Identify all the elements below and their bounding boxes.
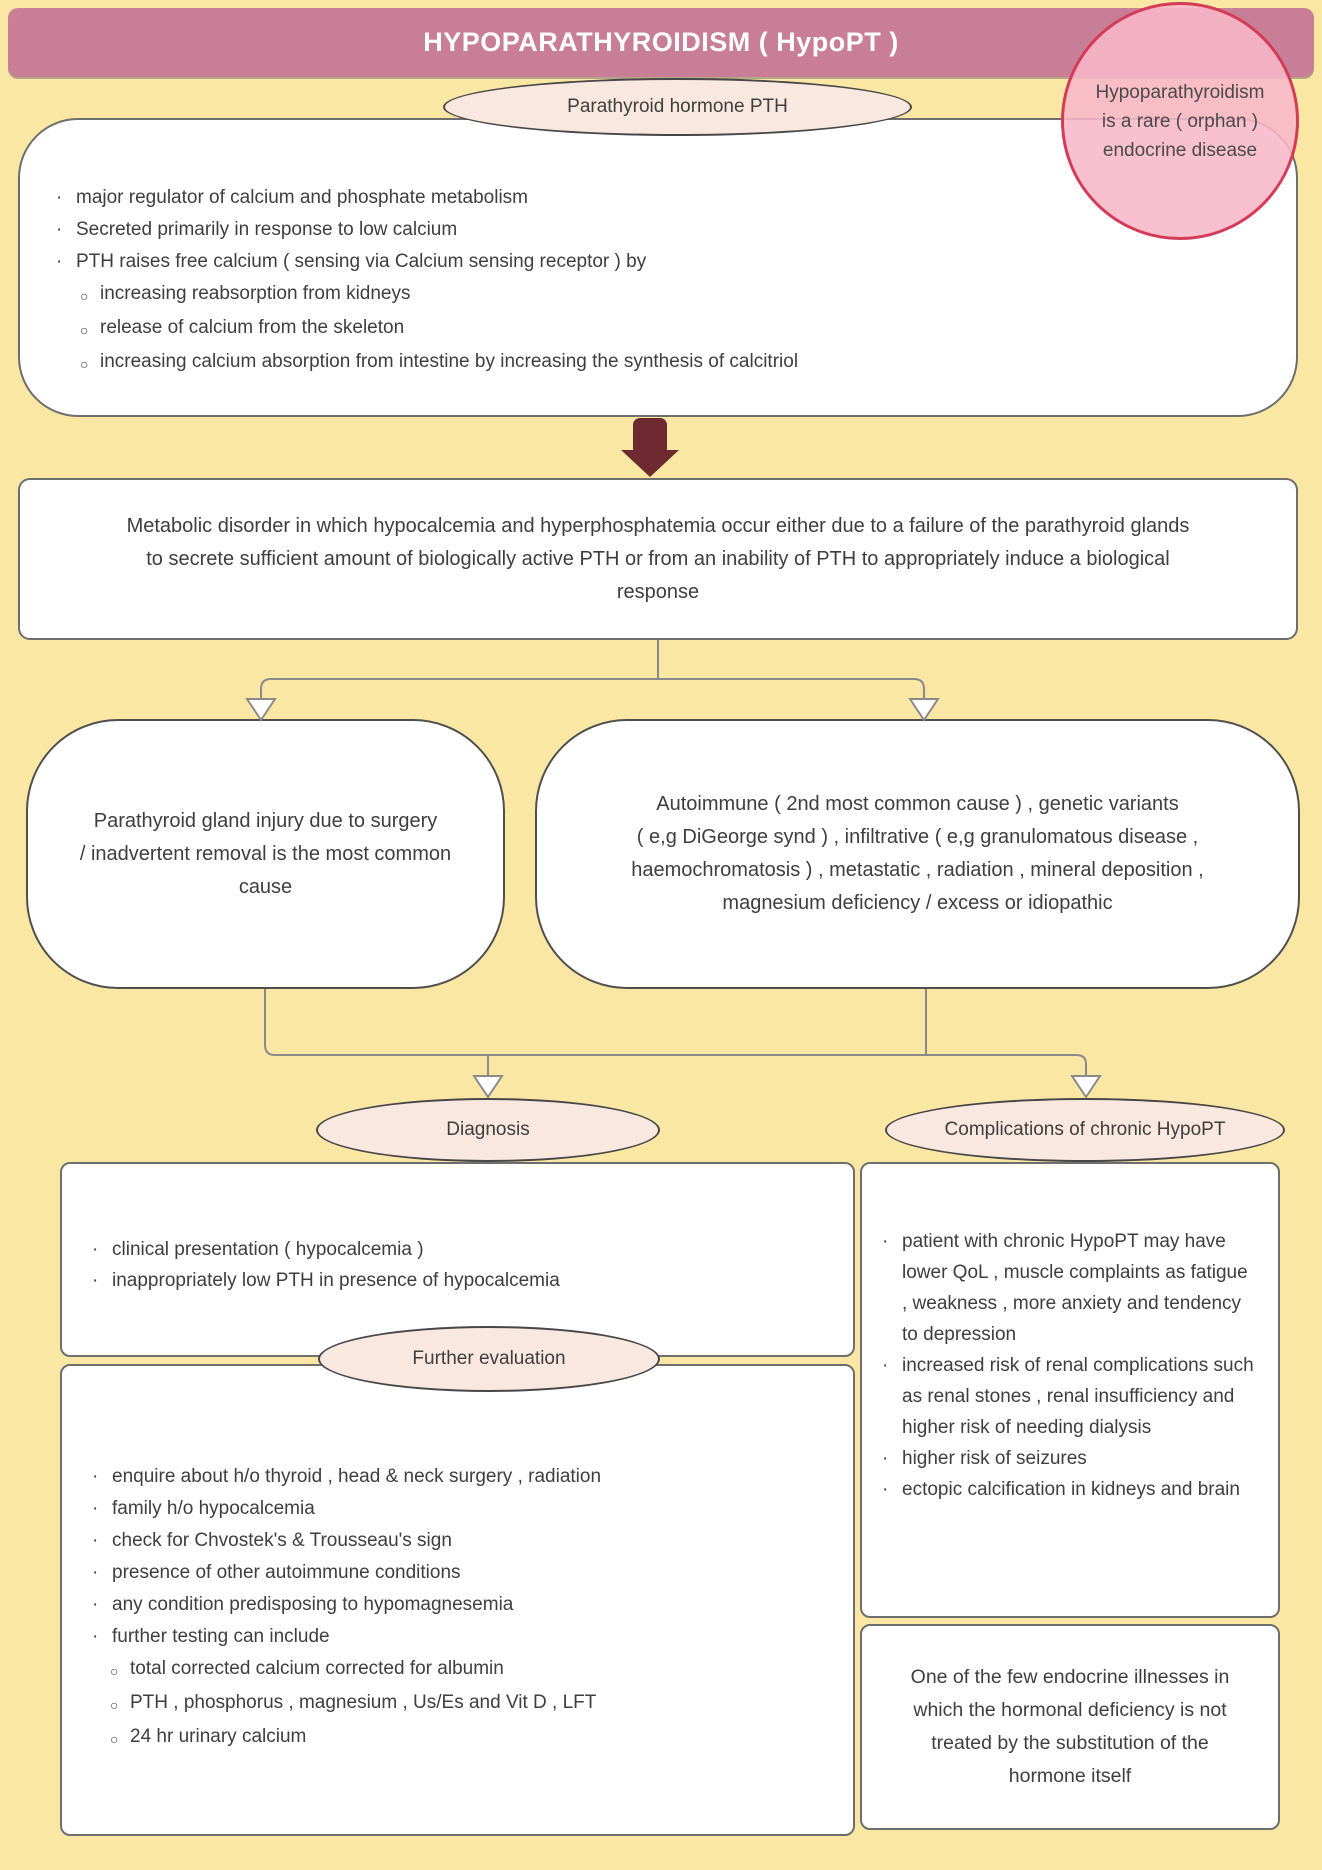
further-evaluation-bullet-list — [62, 1366, 853, 1755]
bullet-text: higher risk of seizures — [902, 1448, 1087, 1469]
list-item — [92, 1557, 833, 1589]
cause-line: Autoimmune ( 2nd most common cause ) , genetic variants — [656, 793, 1179, 815]
complications-oval — [885, 1098, 1285, 1162]
list-item — [56, 214, 1266, 246]
list-item — [92, 1461, 833, 1493]
pth-header-label: Parathyroid hormone PTH — [567, 96, 788, 117]
bullet-text: increased risk of renal complications such as renal stones , renal insufficiency and higher risk of needing dialysis — [902, 1355, 1254, 1438]
bullet-marker: ○ — [80, 356, 89, 372]
bullet-text: inappropriately low PTH in presence of hypocalcemia — [112, 1270, 560, 1291]
bullet-text: further testing can include — [112, 1626, 330, 1647]
cause-line: magnesium deficiency / excess or idiopathic — [722, 892, 1113, 914]
list-item — [882, 1443, 1256, 1474]
bullet-text: enquire about h/o thyroid , head & neck surgery , radiation — [112, 1466, 602, 1487]
list-item — [92, 1621, 833, 1653]
list-item — [56, 246, 1266, 278]
bullet-marker: · — [56, 219, 63, 240]
connector-branch-2 — [265, 989, 1086, 1075]
further-evaluation-oval — [318, 1326, 660, 1392]
bullet-text: increasing reabsorption from kidneys — [100, 283, 411, 304]
list-item — [92, 1653, 833, 1687]
bullet-marker: · — [56, 187, 63, 208]
complications-bullet-list — [862, 1164, 1278, 1505]
bullet-marker: · — [92, 1626, 99, 1647]
cause-line: Parathyroid gland injury due to surgery — [93, 809, 438, 832]
list-item — [56, 312, 1266, 346]
bullet-marker: · — [882, 1231, 889, 1252]
bullet-text: increasing calcium absorption from intestine by increasing the synthesis of calcitriol — [100, 351, 799, 372]
arrowhead-complications — [1072, 1076, 1100, 1097]
note-line: One of the few endocrine illnesses in — [910, 1666, 1230, 1688]
bullet-marker: ○ — [110, 1697, 119, 1713]
down-arrow-shaft — [633, 418, 667, 452]
bullet-marker: · — [882, 1479, 889, 1500]
bullet-marker: ○ — [110, 1663, 119, 1679]
diagnosis-bullet-list — [62, 1164, 853, 1296]
bullet-marker: · — [92, 1594, 99, 1615]
complications-label: Complications of chronic HypoPT — [944, 1119, 1226, 1140]
list-item — [882, 1474, 1256, 1505]
rare-disease-badge-text — [1096, 78, 1265, 165]
cause-line: cause — [238, 875, 293, 898]
list-item — [92, 1265, 833, 1296]
bullet-text: clinical presentation ( hypocalcemia ) — [112, 1239, 424, 1260]
list-item — [56, 278, 1266, 312]
list-item — [882, 1226, 1256, 1350]
list-item — [92, 1493, 833, 1525]
arrowhead-right-cause — [910, 699, 938, 720]
bullet-text: presence of other autoimmune conditions — [112, 1562, 461, 1583]
bullet-text: Secreted primarily in response to low calcium — [76, 219, 458, 240]
bullet-marker: · — [882, 1448, 889, 1469]
definition-text — [20, 510, 1296, 609]
list-item — [92, 1234, 833, 1265]
badge-line: is a rare ( orphan ) — [1101, 110, 1259, 132]
definition-box — [18, 478, 1298, 640]
cause-other-box — [535, 719, 1300, 989]
further-evaluation-label: Further evaluation — [412, 1348, 566, 1369]
cause-line: haemochromatosis ) , metastatic , radiation , mineral deposition , — [631, 859, 1204, 881]
bullet-text: family h/o hypocalcemia — [112, 1498, 315, 1519]
cause-line: ( e,g DiGeorge synd ) , infiltrative ( e,g granulomatous disease , — [636, 826, 1199, 848]
bullet-marker: · — [92, 1498, 99, 1519]
cause-surgery-text — [28, 805, 503, 904]
bullet-marker: · — [92, 1530, 99, 1551]
list-item — [92, 1589, 833, 1621]
note-line: which the hormonal deficiency is not — [913, 1699, 1227, 1721]
further-evaluation-box — [60, 1364, 855, 1836]
down-arrow-head — [621, 450, 679, 477]
badge-line: Hypoparathyroidism — [1095, 81, 1265, 103]
diagnosis-oval — [316, 1098, 660, 1162]
bullet-marker: · — [92, 1562, 99, 1583]
page-title: HYPOPARATHYROIDISM ( HypoPT ) — [423, 27, 899, 57]
hormone-substitution-note-text — [862, 1661, 1278, 1793]
definition-line: to secrete sufficient amount of biologically active PTH or from an inability of PTH to appropriately induce a biological — [146, 547, 1170, 570]
arrowhead-diagnosis — [474, 1076, 502, 1097]
note-line: hormone itself — [1008, 1765, 1132, 1787]
bullet-marker: ○ — [80, 322, 89, 338]
bullet-text: PTH , phosphorus , magnesium , Us/Es and Vit D , LFT — [130, 1692, 597, 1713]
bullet-text: any condition predisposing to hypomagnesemia — [112, 1594, 514, 1615]
bullet-marker: ○ — [80, 288, 89, 304]
cause-other-text — [537, 788, 1298, 920]
list-item — [92, 1687, 833, 1721]
bullet-text: patient with chronic HypoPT may have lower QoL , muscle complaints as fatigue , weakness , more anxiety and tendency to depression — [902, 1231, 1248, 1345]
bullet-marker: · — [92, 1239, 99, 1260]
hormone-substitution-note-box — [860, 1624, 1280, 1830]
list-item — [92, 1721, 833, 1755]
arrowhead-left-cause — [247, 699, 275, 720]
cause-line: / inadvertent removal is the most common — [79, 842, 452, 865]
bullet-text: check for Chvostek's & Trousseau's sign — [112, 1530, 452, 1551]
bullet-marker: · — [882, 1355, 889, 1376]
definition-line: Metabolic disorder in which hypocalcemia and hyperphosphatemia occur either due to a failure of the parathyroid glands — [126, 514, 1190, 537]
bullet-text: major regulator of calcium and phosphate metabolism — [76, 187, 529, 208]
list-item — [882, 1350, 1256, 1443]
bullet-text: total corrected calcium corrected for albumin — [130, 1658, 504, 1679]
bullet-text: PTH raises free calcium ( sensing via Calcium sensing receptor ) by — [76, 251, 647, 272]
note-line: treated by the substitution of the — [931, 1732, 1209, 1754]
list-item — [56, 346, 1266, 380]
rare-disease-badge — [1061, 2, 1299, 240]
bullet-text: ectopic calcification in kidneys and brain — [902, 1479, 1240, 1500]
definition-line: response — [616, 580, 700, 603]
pth-header-oval — [443, 78, 912, 136]
bullet-marker: · — [92, 1270, 99, 1291]
bullet-marker: · — [56, 251, 63, 272]
list-item — [92, 1525, 833, 1557]
down-arrow-icon — [621, 418, 679, 478]
bullet-text: 24 hr urinary calcium — [130, 1726, 307, 1747]
bullet-marker: · — [92, 1466, 99, 1487]
badge-line: endocrine disease — [1102, 139, 1258, 161]
diagnosis-label: Diagnosis — [446, 1119, 530, 1140]
bullet-marker: ○ — [110, 1731, 119, 1747]
connector-branch-1 — [261, 679, 924, 699]
complications-box — [860, 1162, 1280, 1618]
cause-surgery-box — [26, 719, 505, 989]
bullet-text: release of calcium from the skeleton — [100, 317, 405, 338]
